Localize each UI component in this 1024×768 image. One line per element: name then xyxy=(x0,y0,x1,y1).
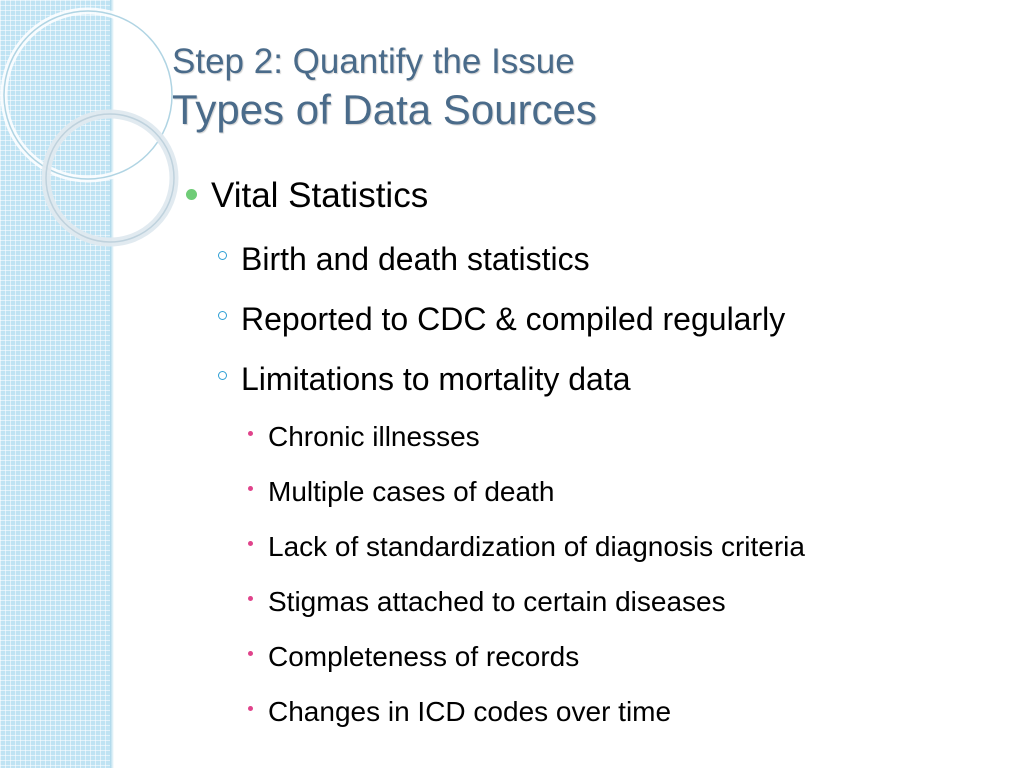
bullet-level3-item xyxy=(248,641,579,673)
bullet-level2-item xyxy=(218,241,590,278)
green-dot-bullet-icon xyxy=(186,189,197,200)
small-dot-bullet-icon xyxy=(248,596,253,601)
title-line-1: Step 2: Quantify the Issue xyxy=(172,42,575,81)
small-dot-bullet-icon xyxy=(248,706,253,711)
bullet-level3-item xyxy=(248,421,480,453)
bullet-text: Completeness of records xyxy=(268,641,580,672)
bullet-level3-item xyxy=(248,696,671,728)
small-dot-bullet-icon xyxy=(248,541,253,546)
bullet-text: Stigmas attached to certain diseases xyxy=(268,586,726,617)
small-dot-bullet-icon xyxy=(248,431,253,436)
bullet-text: Birth and death statistics xyxy=(241,241,590,277)
bullet-text: Multiple cases of death xyxy=(268,476,555,507)
ring-bullet-icon xyxy=(218,371,227,380)
bullet-text: Chronic illnesses xyxy=(268,421,480,452)
title-line-2: Types of Data Sources xyxy=(172,86,597,133)
bullet-level3-item xyxy=(248,531,805,563)
bullet-level1-item xyxy=(186,176,428,216)
bullet-text: Lack of standardization of diagnosis criteria xyxy=(268,531,805,562)
bullet-level2-item xyxy=(218,361,631,398)
ring-bullet-icon xyxy=(218,251,227,260)
bullet-level2-item xyxy=(218,301,785,338)
ring-bullet-icon xyxy=(218,311,227,320)
bullet-text: Reported to CDC & compiled regularly xyxy=(241,301,786,337)
bullet-text: Limitations to mortality data xyxy=(241,361,631,397)
bullet-level3-item xyxy=(248,476,554,508)
bullet-text: Changes in ICD codes over time xyxy=(268,696,672,727)
small-dot-bullet-icon xyxy=(248,651,253,656)
bullet-text: Vital Statistics xyxy=(211,176,429,215)
small-dot-bullet-icon xyxy=(248,486,253,491)
bullet-level3-item xyxy=(248,586,726,618)
